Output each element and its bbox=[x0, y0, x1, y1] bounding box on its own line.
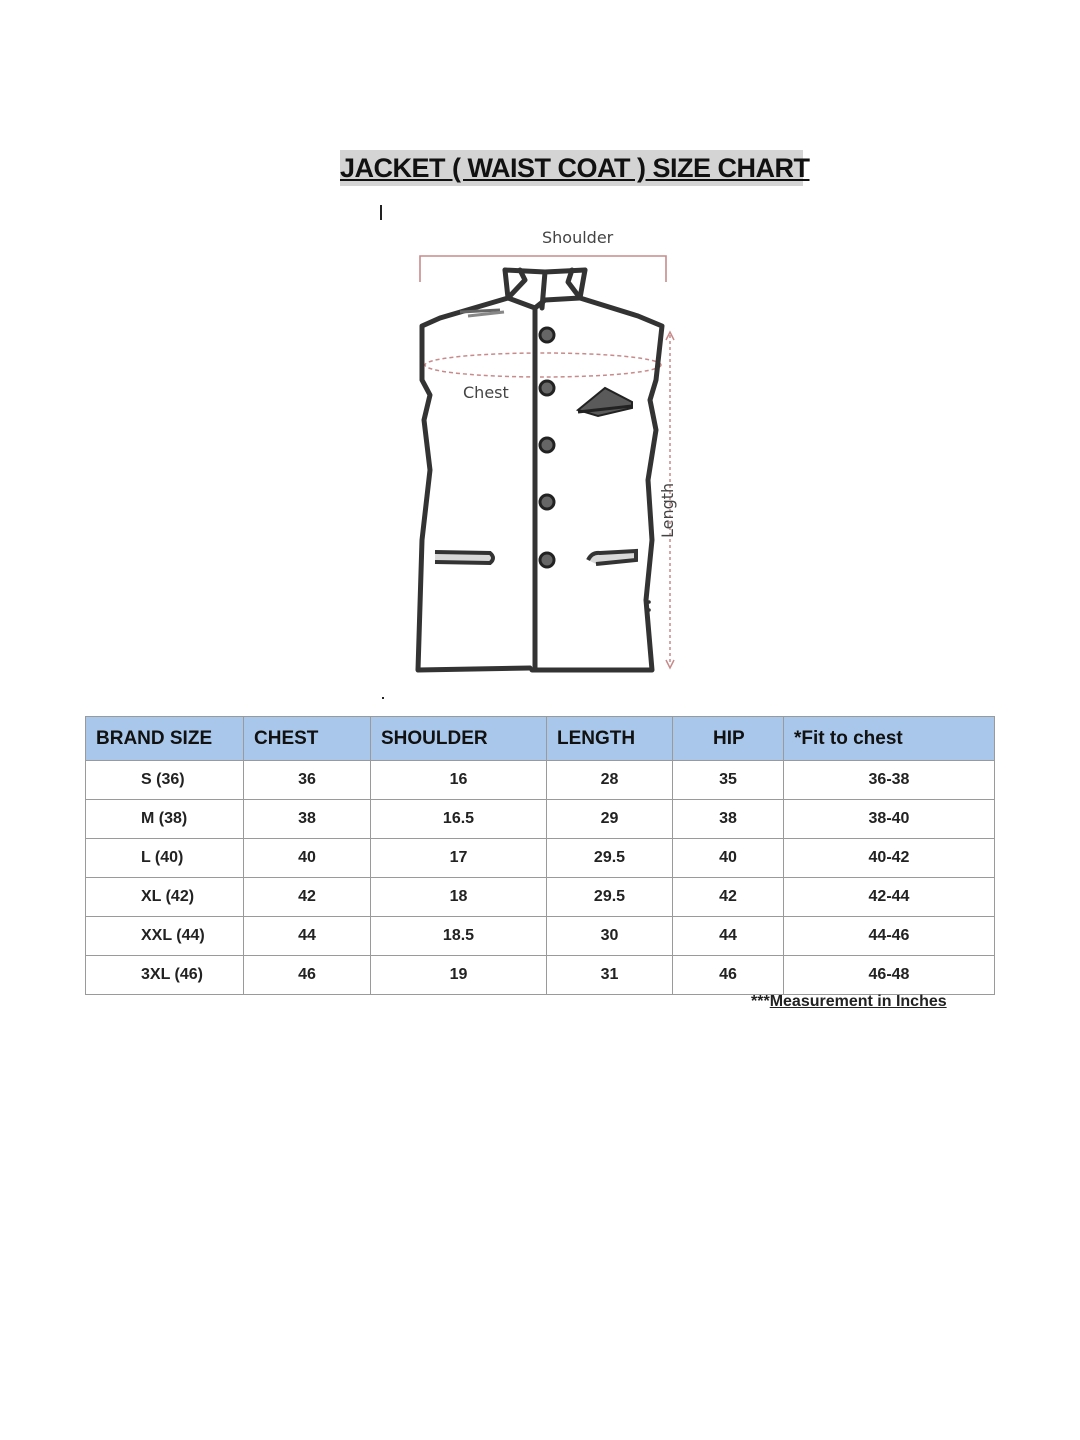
cell-shoulder: 19 bbox=[371, 956, 547, 995]
cell-fit-to-chest: 44-46 bbox=[784, 917, 995, 956]
cell-brand-size: S (36) bbox=[86, 761, 244, 800]
header-shoulder: SHOULDER bbox=[371, 717, 547, 761]
chest-measure-line bbox=[425, 353, 661, 377]
cell-brand-size: L (40) bbox=[86, 839, 244, 878]
chest-label: Chest bbox=[463, 383, 509, 402]
stray-dot-mark bbox=[382, 697, 384, 699]
cell-fit-to-chest: 40-42 bbox=[784, 839, 995, 878]
length-label: Length bbox=[658, 482, 677, 538]
left-pocket bbox=[435, 552, 493, 563]
table-row bbox=[86, 917, 995, 956]
waistcoat-diagram bbox=[400, 220, 700, 690]
cell-brand-size: XL (42) bbox=[86, 878, 244, 917]
cell-brand-size: XXL (44) bbox=[86, 917, 244, 956]
cell-chest: 36 bbox=[244, 761, 371, 800]
size-chart-table bbox=[85, 716, 995, 995]
cell-length: 29 bbox=[547, 800, 673, 839]
table-header-row bbox=[86, 717, 995, 761]
table-row bbox=[86, 839, 995, 878]
cell-length: 29.5 bbox=[547, 878, 673, 917]
cell-shoulder: 17 bbox=[371, 839, 547, 878]
cell-hip: 44 bbox=[673, 917, 784, 956]
cell-brand-size: M (38) bbox=[86, 800, 244, 839]
cell-chest: 40 bbox=[244, 839, 371, 878]
cell-fit-to-chest: 36-38 bbox=[784, 761, 995, 800]
header-fit-to-chest: *Fit to chest bbox=[784, 717, 995, 761]
cell-chest: 42 bbox=[244, 878, 371, 917]
cell-chest: 44 bbox=[244, 917, 371, 956]
page-title: JACKET ( WAIST COAT ) SIZE CHART bbox=[340, 150, 803, 186]
cell-shoulder: 18.5 bbox=[371, 917, 547, 956]
text-cursor-mark bbox=[380, 205, 382, 220]
header-hip: HIP bbox=[673, 717, 784, 761]
cell-hip: 38 bbox=[673, 800, 784, 839]
vest-buttons bbox=[540, 328, 554, 567]
vest-outline bbox=[418, 270, 662, 670]
table-row bbox=[86, 800, 995, 839]
header-brand-size: BRAND SIZE bbox=[86, 717, 244, 761]
cell-fit-to-chest: 46-48 bbox=[784, 956, 995, 995]
cell-hip: 35 bbox=[673, 761, 784, 800]
waistcoat-illustration bbox=[400, 220, 700, 690]
cell-length: 31 bbox=[547, 956, 673, 995]
cell-shoulder: 18 bbox=[371, 878, 547, 917]
cell-brand-size: 3XL (46) bbox=[86, 956, 244, 995]
cell-shoulder: 16.5 bbox=[371, 800, 547, 839]
cell-fit-to-chest: 38-40 bbox=[784, 800, 995, 839]
right-pocket bbox=[588, 551, 636, 564]
table-row bbox=[86, 956, 995, 995]
footnote-text: Measurement in Inches bbox=[769, 993, 947, 1010]
footnote-asterisks: *** bbox=[751, 993, 770, 1010]
cell-chest: 38 bbox=[244, 800, 371, 839]
header-chest: CHEST bbox=[244, 717, 371, 761]
cell-hip: 42 bbox=[673, 878, 784, 917]
measurement-footnote bbox=[751, 993, 947, 1011]
table-row bbox=[86, 761, 995, 800]
cell-hip: 46 bbox=[673, 956, 784, 995]
table-row bbox=[86, 878, 995, 917]
cell-hip: 40 bbox=[673, 839, 784, 878]
cell-chest: 46 bbox=[244, 956, 371, 995]
header-length: LENGTH bbox=[547, 717, 673, 761]
cell-length: 30 bbox=[547, 917, 673, 956]
shoulder-label: Shoulder bbox=[542, 228, 614, 247]
cell-length: 29.5 bbox=[547, 839, 673, 878]
cell-length: 28 bbox=[547, 761, 673, 800]
cell-shoulder: 16 bbox=[371, 761, 547, 800]
cell-fit-to-chest: 42-44 bbox=[784, 878, 995, 917]
